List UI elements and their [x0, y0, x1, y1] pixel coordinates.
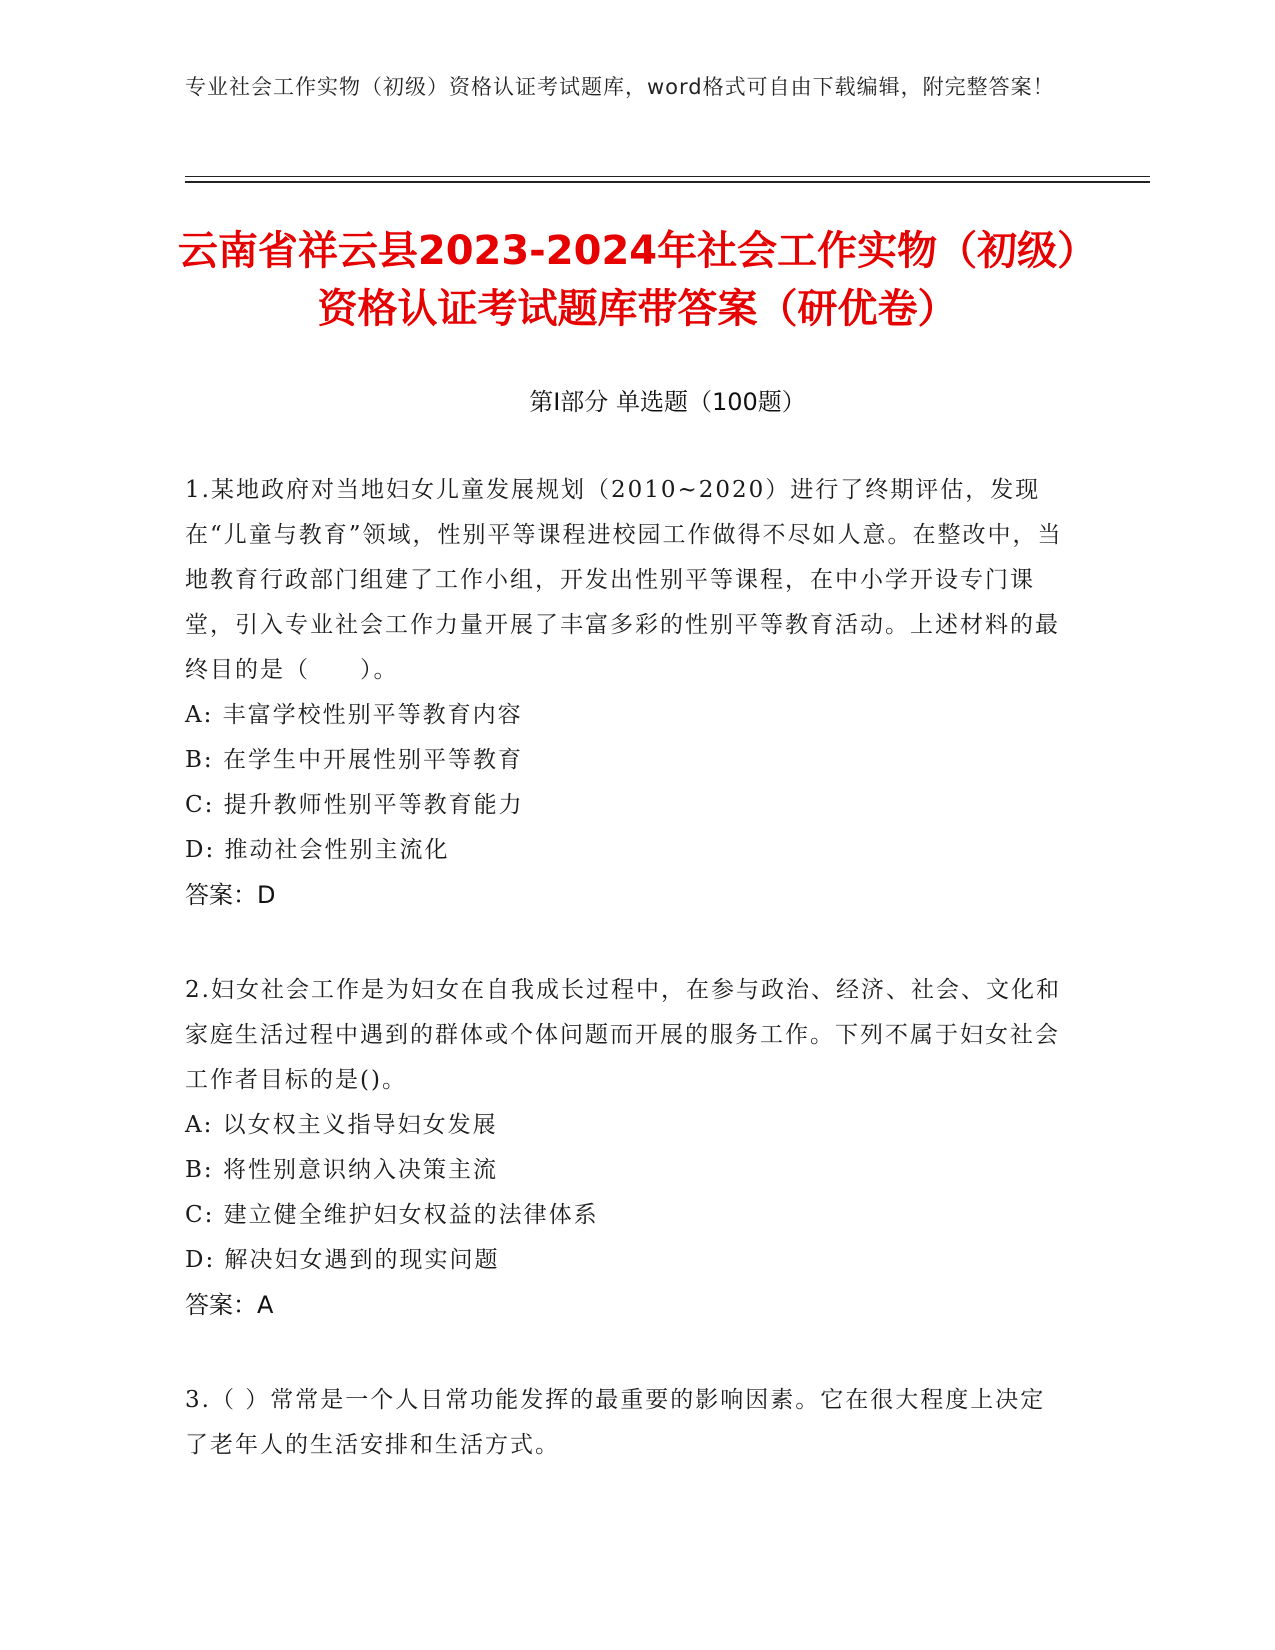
question-1 [185, 468, 1070, 918]
option-c: C: 建立健全维护妇女权益的法律体系 [185, 1202, 599, 1228]
option-b: B: 在学生中开展性别平等教育 [185, 747, 523, 773]
document-title: 云南省祥云县2023-2024年社会工作实物（初级）资格认证考试题库带答案（研优卷） [177, 228, 1098, 332]
question-stem: 1.某地政府对当地妇女儿童发展规划（2010~2020）进行了终期评估，发现在“儿童与教育”领域，性别平等课程进校园工作做得不尽如人意。在整改中，当地教育行政部门组建了工作小组，开发出性别平等课程，在中小学开设专门课堂，引入专业社会工作力量开展了丰富多彩的性别平等教育活动。上述材料的最终目的是（ ）。 [185, 477, 1063, 683]
option-a: A: 丰富学校性别平等教育内容 [185, 702, 523, 728]
option-d: D: 解决妇女遇到的现实问题 [185, 1247, 500, 1273]
option-a: A: 以女权主义指导妇女发展 [185, 1112, 498, 1138]
header-note: 专业社会工作实物（初级）资格认证考试题库，word格式可自由下载编辑，附完整答案！ [185, 75, 1055, 99]
question-3 [185, 1378, 1070, 1468]
header-divider-thick [185, 181, 1150, 183]
answer: 答案：D [185, 881, 276, 909]
answer: 答案：A [185, 1291, 274, 1319]
header-divider-thin [185, 176, 1150, 177]
question-stem: 3.（ ）常常是一个人日常功能发挥的最重要的影响因素。它在很大程度上决定了老年人的生活安排和生活方式。 [185, 1387, 1046, 1458]
option-c: C: 提升教师性别平等教育能力 [185, 792, 524, 818]
question-list [185, 468, 1070, 1518]
question-2 [185, 968, 1070, 1328]
section-heading: 第Ⅰ部分 单选题（100题） [529, 388, 806, 416]
question-stem: 2.妇女社会工作是为妇女在自我成长过程中，在参与政治、经济、社会、文化和家庭生活过程中遇到的群体或个体问题而开展的服务工作。下列不属于妇女社会工作者目标的是()。 [185, 977, 1061, 1093]
option-d: D: 推动社会性别主流化 [185, 837, 450, 863]
option-b: B: 将性别意识纳入决策主流 [185, 1157, 498, 1183]
